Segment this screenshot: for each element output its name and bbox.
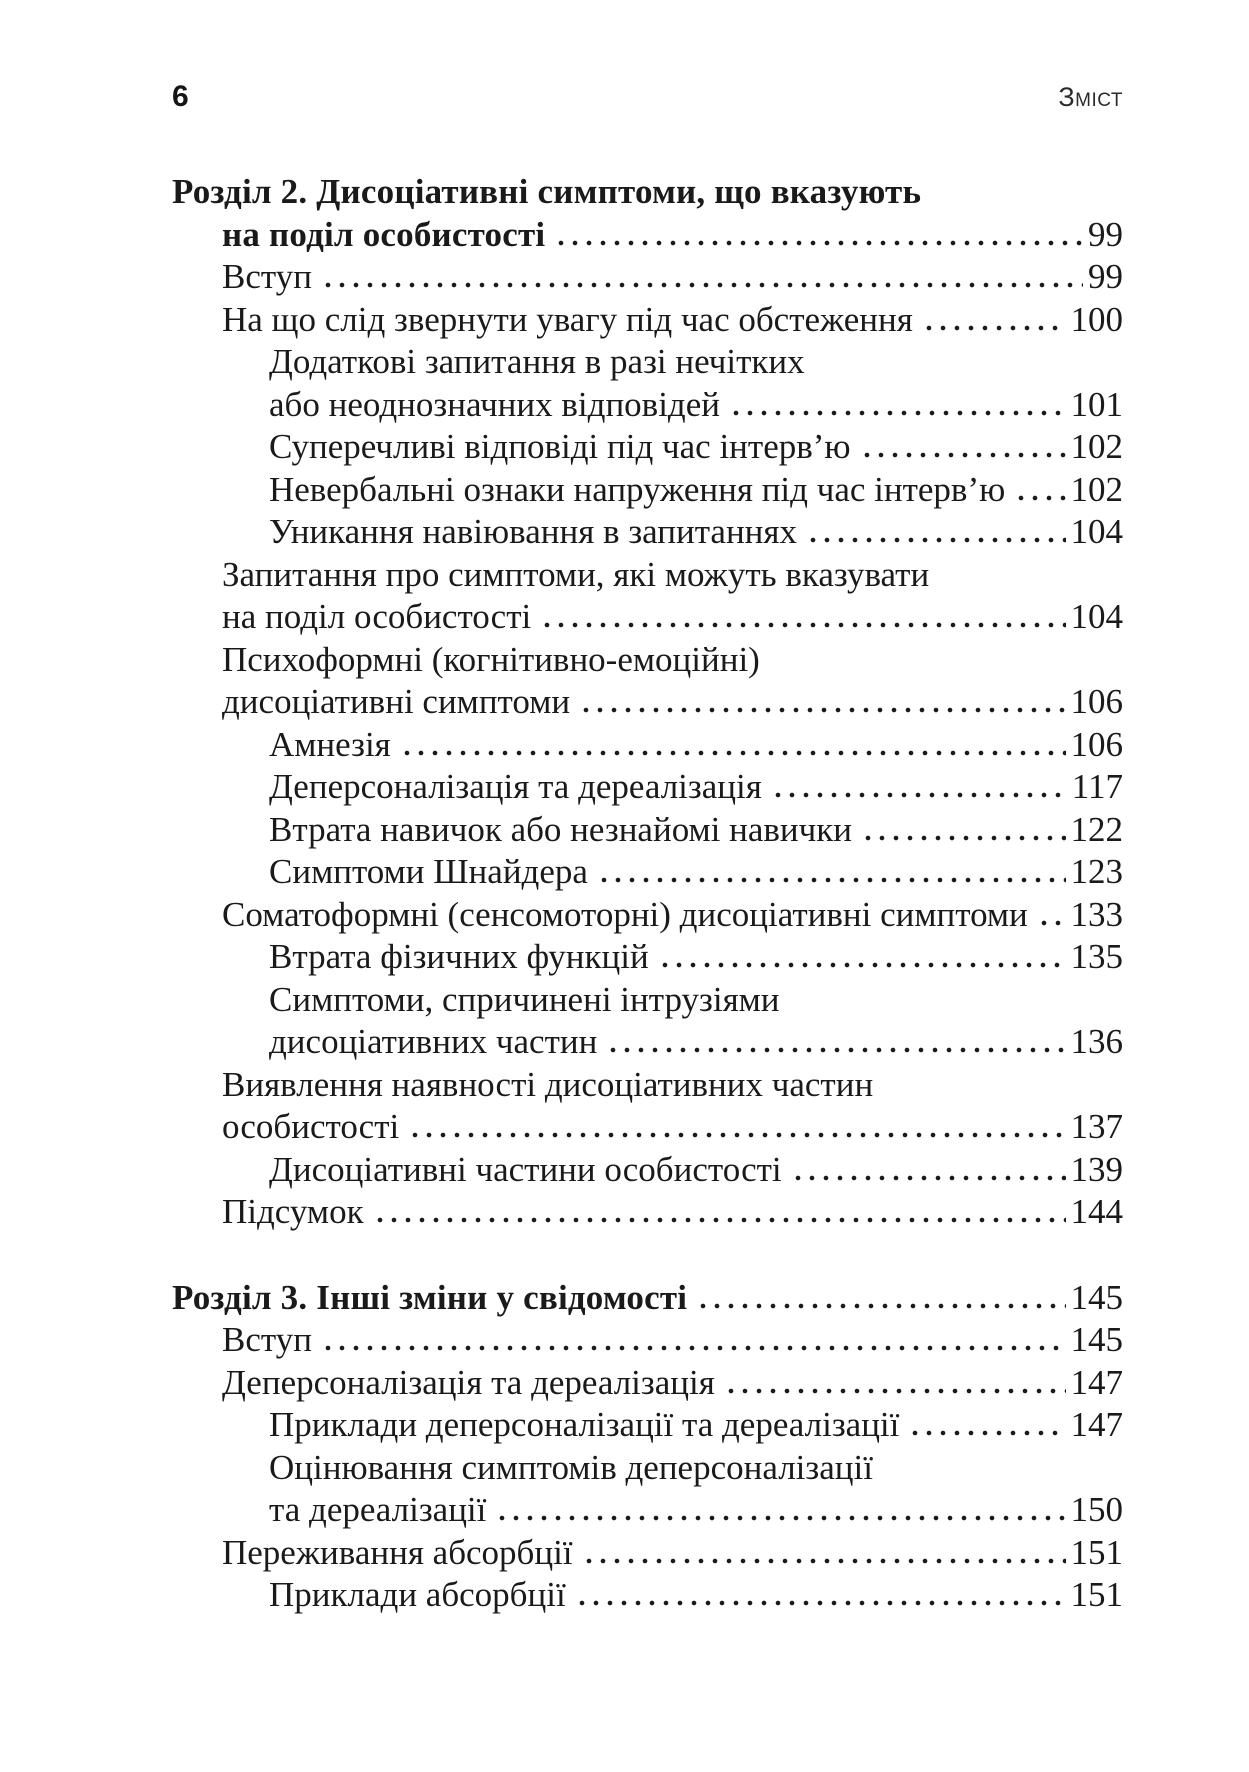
toc-entry-label: Вступ	[222, 1320, 312, 1359]
toc-entry-label: Амнезія	[269, 724, 391, 764]
dot-leader	[724, 1388, 1066, 1394]
toc-entry-line	[172, 341, 1123, 384]
toc-entry-label: Симптоми Шнайдера	[269, 852, 588, 891]
toc-entry-label: Суперечливі відповіді під час інтерв’ю	[269, 427, 851, 466]
toc-entry-line	[172, 1362, 1123, 1405]
toc-entry-label: Оцінювання симптомів деперсоналізації	[269, 1447, 873, 1487]
dot-leader	[658, 962, 1066, 968]
toc-entry-label: на поділ особистості	[222, 597, 532, 636]
toc-entry-page-number: 136	[1070, 1022, 1123, 1061]
toc-entry-label: Соматоформні (сенсомоторні) дисоціативні симптоми	[222, 894, 1028, 934]
toc-entry-line	[172, 1319, 1123, 1362]
toc-entry-line	[172, 936, 1123, 979]
toc-entry-label: Симптоми, спричинені інтрузіями	[269, 979, 780, 1019]
toc-entry-page-number: 99	[1088, 257, 1123, 296]
toc-entry-line	[172, 766, 1123, 809]
toc-entry-page-number: 133	[1070, 894, 1123, 934]
toc-entry-label: На що слід звернути увагу під час обстеження	[222, 299, 913, 339]
toc-entry-page-number: 104	[1070, 597, 1123, 636]
toc-entry-line	[172, 171, 1123, 214]
dot-leader	[321, 1345, 1066, 1351]
toc-entry-label: Приклади деперсоналізації та дереалізації	[269, 1405, 900, 1444]
dot-leader	[554, 240, 1083, 246]
dot-leader	[922, 325, 1066, 331]
toc-entry-line	[172, 1149, 1123, 1192]
dot-leader	[597, 877, 1066, 883]
dot-leader	[321, 282, 1083, 288]
toc-entry-line	[172, 809, 1123, 852]
toc-entry-label: та дереалізації	[269, 1490, 487, 1529]
dot-leader	[575, 1600, 1066, 1606]
toc-entry-label: особистості	[222, 1107, 400, 1146]
toc-entry-line	[172, 681, 1123, 724]
toc-entry-label: Додаткові запитання в разі нечітких	[269, 342, 805, 381]
toc-entry-label: Розділ 3. Інші зміни у свідомості	[172, 1277, 688, 1317]
toc-entry-line	[172, 1106, 1123, 1149]
toc-entry-page-number: 147	[1070, 1405, 1123, 1444]
toc-entry-label: Невербальні ознаки напруження під час інтерв’ю	[269, 469, 1006, 509]
toc-entry-line	[172, 1574, 1123, 1617]
toc-entry-label: Вступ	[222, 257, 312, 296]
toc-entry-line	[172, 639, 1123, 682]
toc-entry-label: Виявлення наявності дисоціативних частин	[222, 1064, 874, 1104]
toc-entry-line	[172, 426, 1123, 469]
dot-leader	[861, 835, 1065, 841]
toc-entry-page-number: 101	[1070, 384, 1123, 424]
toc-entry-label: Розділ 2. Дисоціативні симптоми, що вказують	[172, 172, 922, 211]
toc-entry-line	[172, 256, 1123, 299]
toc-entry-label: Втрата фізичних функцій	[269, 937, 649, 976]
toc-entry-page-number: 102	[1070, 469, 1123, 509]
toc-entry-line	[172, 851, 1123, 894]
page-number: 6	[172, 80, 189, 113]
toc-entry-label: Втрата навичок або незнайомі навички	[269, 809, 853, 849]
dot-leader	[579, 707, 1065, 713]
dot-leader	[495, 1515, 1065, 1521]
toc-entry-line	[172, 1532, 1123, 1575]
toc-entry-line	[172, 979, 1123, 1022]
toc-entry-line	[172, 894, 1123, 937]
dot-leader	[771, 792, 1067, 798]
toc-entry-label: Підсумок	[222, 1192, 364, 1231]
toc-entry-line	[172, 554, 1123, 597]
toc-entry-line	[172, 1021, 1123, 1064]
toc-entry-page-number: 106	[1070, 682, 1123, 721]
toc-entry-label: Дисоціативні частини особистості	[269, 1149, 782, 1189]
toc-entry-line	[172, 1191, 1123, 1234]
toc-entry-page-number: 135	[1070, 937, 1123, 976]
toc-entry-label: дисоціативні симптоми	[222, 682, 571, 721]
toc-entry-line	[172, 299, 1123, 342]
toc-entry-page-number: 100	[1070, 299, 1123, 339]
toc-entry-page-number: 102	[1070, 427, 1123, 466]
toc-entry-page-number: 117	[1071, 767, 1123, 806]
dot-leader	[729, 410, 1065, 416]
toc-entry-line	[172, 1447, 1123, 1490]
toc-entry-label: на поділ особистості	[222, 214, 546, 254]
toc-entry-label: Психоформні (когнітивно-емоційні)	[222, 639, 760, 679]
dot-leader	[1014, 495, 1065, 501]
toc-entry-page-number: 99	[1088, 214, 1123, 254]
toc-entry-line	[172, 1064, 1123, 1107]
toc-entry-line	[172, 1404, 1123, 1447]
toc-entry-label: Уникання навіювання в запитаннях	[269, 512, 798, 551]
toc-entry-line	[172, 384, 1123, 427]
toc-entry-page-number: 150	[1070, 1490, 1123, 1529]
running-head-title: Зміст	[1058, 82, 1123, 112]
toc-entry-line	[172, 511, 1123, 554]
dot-leader	[791, 1175, 1066, 1181]
toc-entry-page-number: 145	[1070, 1277, 1123, 1317]
toc-entry-line	[172, 1489, 1123, 1532]
toc-entry-line	[172, 1277, 1123, 1320]
toc-entry-page-number: 122	[1070, 809, 1123, 849]
toc-entry-line	[172, 596, 1123, 639]
dot-leader	[582, 1558, 1066, 1564]
dot-leader	[373, 1217, 1066, 1223]
toc-entry-page-number: 139	[1070, 1149, 1123, 1189]
toc-entry-line	[172, 724, 1123, 767]
toc-entry-page-number: 123	[1070, 852, 1123, 891]
toc-entry-label: Деперсоналізація та дереалізація	[222, 1362, 715, 1402]
toc-entry-line	[172, 214, 1123, 257]
toc-entry-label: Запитання про симптоми, які можуть вказувати	[222, 554, 930, 594]
dot-leader	[408, 1132, 1065, 1138]
toc-entry-label: Приклади абсорбції	[269, 1575, 566, 1614]
toc-entry-page-number: 106	[1070, 724, 1123, 764]
dot-leader	[806, 537, 1065, 543]
dot-leader	[400, 750, 1066, 756]
dot-leader	[696, 1303, 1065, 1309]
dot-leader	[540, 622, 1065, 628]
toc-entry-page-number: 137	[1070, 1107, 1123, 1146]
toc-entry-label: або неоднозначних відповідей	[269, 384, 721, 424]
dot-leader	[860, 452, 1066, 458]
toc-entry-label: Деперсоналізація та дереалізація	[269, 767, 762, 806]
table-of-contents	[172, 171, 1123, 1617]
toc-entry-page-number: 144	[1070, 1192, 1123, 1231]
toc-entry-page-number: 104	[1070, 512, 1123, 551]
toc-entry-page-number: 151	[1070, 1532, 1123, 1572]
dot-leader	[908, 1430, 1065, 1436]
toc-entry-label: Переживання абсорбції	[222, 1532, 573, 1572]
dot-leader	[606, 1047, 1065, 1053]
toc-entry-page-number: 145	[1070, 1320, 1123, 1359]
running-header	[172, 80, 1123, 114]
toc-entry-label: дисоціативних частин	[269, 1022, 598, 1061]
dot-leader	[1037, 920, 1066, 926]
toc-entry-page-number: 151	[1070, 1575, 1123, 1614]
toc-entry-page-number: 147	[1070, 1362, 1123, 1402]
toc-entry-line	[172, 469, 1123, 512]
